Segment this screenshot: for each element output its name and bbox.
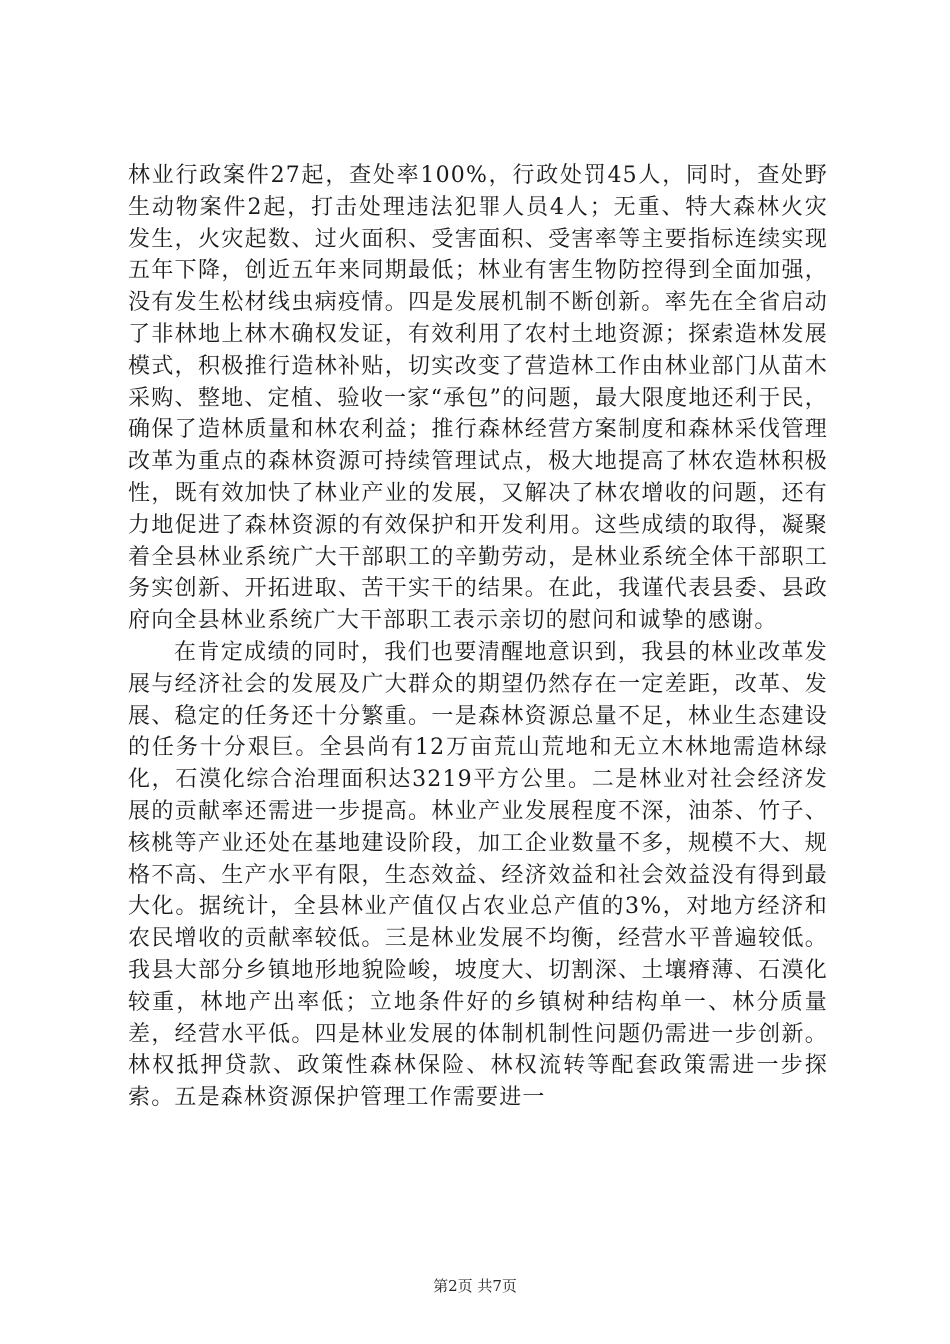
paragraph-shortcomings: 在肯定成绩的同时，我们也要清醒地意识到，我县的林业改革发展与经济社会的发展及广大群众的期望仍然存在一定差距，改革、发展、稳定的任务还十分繁重。一是森林资源总量不足，林业生态建设的任务十分艰巨。全县尚有12万亩荒山荒地和无立木林地需造林绿化，石漠化综合治理面积达3219平方公里。二是林业对社会经济发展的贡献率还需进一步提高。林业产业发展程度不深，油茶、竹子、核桃等产业还处在基地建设阶段，加工企业数量不多，规模不大、规格不高、生产水平有限，生态效益、经济效益和社会效益没有得到最大化。据统计，全县林业产值仅占农业总产值的3%，对地方经济和农民增收的贡献率较低。三是林业发展不均衡，经营水平普遍较低。我县大部分乡镇地形地貌险峻，坡度大、切割深、土壤瘠薄、石漠化较重，林地产出率低；立地条件好的乡镇树种结构单一、林分质量差，经营水平低。四是林业发展的体制机制性问题仍需进一步创新。林权抵押贷款、政策性森林保险、林权流转等配套政策需进一步探索。五是森林资源保护管理工作需要进一 — [128, 639, 828, 1111]
page-footer: 第2页 共7页 — [433, 1277, 517, 1295]
paragraph-continued: 林业行政案件27起，查处率100%，行政处罚45人，同时，查处野生动物案件2起，打击处理违法犯罪人员4人；无重、特大森林火灾发生，火灾起数、过火面积、受害面积、受害率等主要指标连续实现五年下降，创近五年来同期最低；林业有害生物防控得到全面加强，没有发生松材线虫病疫情。四是发展机制不断创新。率先在全省启动了非林地上林木确权发证，有效利用了农村土地资源；探索造林发展模式，积极推行造林补贴，切实改变了营造林工作由林业部门从苗木采购、整地、定植、验收一家“承包”的问题，最大限度地还利于民，确保了造林质量和林农利益；推行森林经营方案制度和森林采伐管理改革为重点的森林资源可持续管理试点，极大地提高了林农造林积极性，既有效加快了林业产业的发展，又解决了林农增收的问题，还有力地促进了森林资源的有效保护和开发利用。这些成绩的取得，凝聚着全县林业系统广大干部职工的辛勤劳动，是林业系统全体干部职工务实创新、开拓进取、苦干实干的结果。在此，我谨代表县委、县政府向全县林业系统广大干部职工表示亲切的慰问和诚挚的感谢。 — [128, 163, 828, 634]
document-body — [128, 160, 828, 1114]
